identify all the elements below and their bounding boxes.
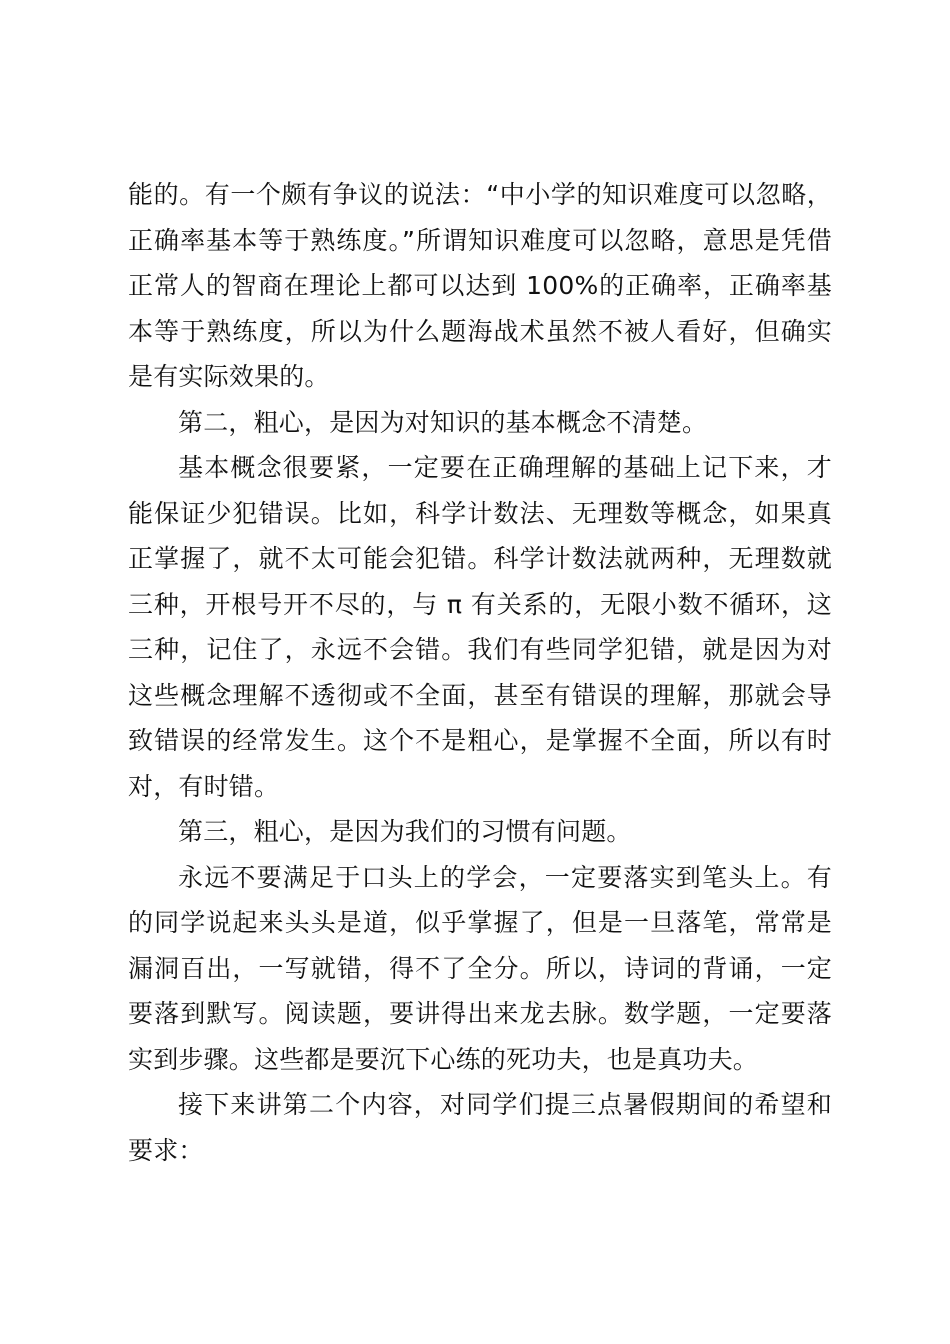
paragraph-5: 永远不要满足于口头上的学会，一定要落实到笔头上。有的同学说起来头头是道，似乎掌握了，但是一旦落笔，常常是漏洞百出，一写就错，得不了全分。所以，诗词的背诵，一定要落到默写。阅读题，要讲得出来龙去脉。数学题，一定要落实到步骤。这些都是要沉下心练的死功夫，也是真功夫。 — [128, 862, 832, 1074]
paragraph-4: 第三，粗心，是因为我们的习惯有问题。 — [178, 817, 632, 846]
paragraph-3: 基本概念很要紧，一定要在正确理解的基础上记下来，才能保证少犯错误。比如，科学计数法、无理数等概念，如果真正掌握了，就不太可能会犯错。科学计数法就两种，无理数就三种，开根号开不尽的，与 π 有关系的，无限小数不循环，这三种，记住了，永远不会错。我们有些同学犯错，就是因为对这些概念理解不透彻或不全面，甚至有错误的理解，那就会导致错误的经常发生。这个不是粗心，是掌握不全面，所以有时对，有时错。 — [128, 453, 832, 801]
paragraph-1: 能的。有一个颇有争议的说法：“中小学的知识难度可以忽略，正确率基本等于熟练度。”所谓知识难度可以忽略，意思是凭借正常人的智商在理论上都可以达到 100%的正确率，正确率基本等于熟练度，所以为什么题海战术虽然不被人看好，但确实是有实际效果的。 — [128, 180, 832, 391]
document-body — [128, 172, 832, 1173]
paragraph-2: 第二，粗心，是因为对知识的基本概念不清楚。 — [178, 407, 708, 437]
paragraph-6: 接下来讲第二个内容，对同学们提三点暑假期间的希望和要求： — [128, 1090, 832, 1165]
